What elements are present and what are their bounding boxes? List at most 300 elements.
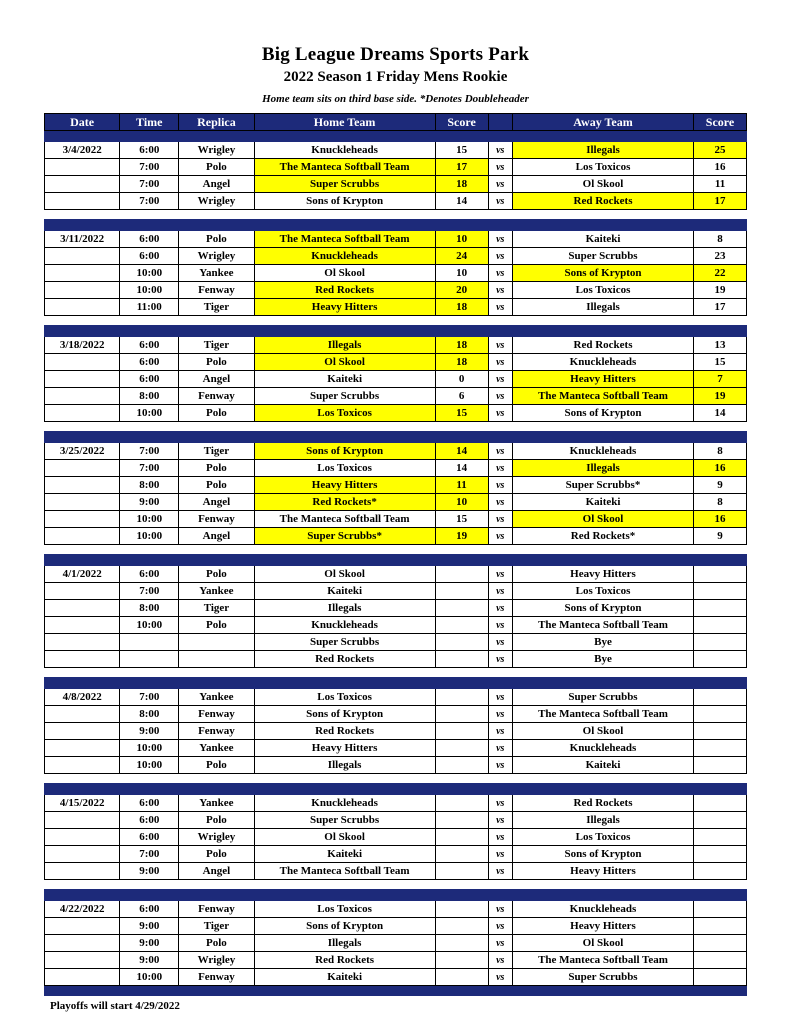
game-date: [45, 528, 120, 545]
week-divider-band: [45, 678, 747, 689]
away-team-score: [694, 846, 747, 863]
week-spacer: [45, 774, 747, 784]
page-subtitle: 2022 Season 1 Friday Mens Rookie: [283, 69, 508, 85]
game-replica-field: Angel: [179, 528, 254, 545]
game-row: [45, 901, 747, 918]
away-team-name: Bye: [512, 634, 693, 651]
page-note: Home team sits on third base side. *Denotes Doubleheader: [262, 93, 529, 105]
game-date: [45, 354, 120, 371]
away-team-name: Knuckleheads: [512, 740, 693, 757]
away-team-score: 8: [694, 231, 747, 248]
vs-label: vs: [488, 371, 512, 388]
vs-label: vs: [488, 388, 512, 405]
game-row: [45, 142, 747, 159]
away-team-name: Sons of Krypton: [512, 846, 693, 863]
away-team-score: 7: [694, 371, 747, 388]
game-replica-field: Tiger: [179, 337, 254, 354]
away-team-name: Ol Skool: [512, 511, 693, 528]
game-row: [45, 443, 747, 460]
away-team-name: The Manteca Softball Team: [512, 952, 693, 969]
home-team-score: 14: [435, 443, 488, 460]
away-team-score: [694, 583, 747, 600]
away-team-score: [694, 617, 747, 634]
game-date: [45, 723, 120, 740]
week-divider-band: [45, 220, 747, 231]
game-time: 7:00: [120, 159, 179, 176]
game-date: 3/4/2022: [45, 142, 120, 159]
week-spacer: [45, 422, 747, 432]
column-header-away-score: Score: [694, 114, 747, 131]
vs-label: vs: [488, 795, 512, 812]
game-replica-field: Wrigley: [179, 193, 254, 210]
vs-label: vs: [488, 176, 512, 193]
away-team-name: Bye: [512, 651, 693, 668]
home-team-score: 10: [435, 231, 488, 248]
home-team-score: [435, 723, 488, 740]
game-row: [45, 405, 747, 422]
game-time: [120, 634, 179, 651]
home-team-name: Red Rockets: [254, 651, 435, 668]
away-team-name: Kaiteki: [512, 231, 693, 248]
vs-label: vs: [488, 265, 512, 282]
home-team-score: [435, 740, 488, 757]
game-time: 7:00: [120, 689, 179, 706]
game-row: [45, 566, 747, 583]
vs-label: vs: [488, 354, 512, 371]
home-team-score: [435, 863, 488, 880]
game-time: 7:00: [120, 460, 179, 477]
game-row: [45, 193, 747, 210]
away-team-name: Sons of Krypton: [512, 265, 693, 282]
week-divider-cell: [45, 432, 747, 443]
column-header-home-score: Score: [435, 114, 488, 131]
vs-label: vs: [488, 477, 512, 494]
away-team-score: [694, 634, 747, 651]
game-replica-field: Polo: [179, 231, 254, 248]
game-date: [45, 282, 120, 299]
away-team-score: 19: [694, 282, 747, 299]
game-date: [45, 176, 120, 193]
game-date: [45, 159, 120, 176]
away-team-score: [694, 795, 747, 812]
away-team-name: Sons of Krypton: [512, 405, 693, 422]
game-time: 7:00: [120, 176, 179, 193]
home-team-name: Los Toxicos: [254, 405, 435, 422]
game-replica-field: Angel: [179, 494, 254, 511]
game-replica-field: Yankee: [179, 583, 254, 600]
home-team-name: Red Rockets: [254, 282, 435, 299]
home-team-name: Los Toxicos: [254, 901, 435, 918]
away-team-name: Los Toxicos: [512, 583, 693, 600]
away-team-name: Knuckleheads: [512, 901, 693, 918]
home-team-score: 6: [435, 388, 488, 405]
game-time: 9:00: [120, 494, 179, 511]
home-team-name: The Manteca Softball Team: [254, 231, 435, 248]
game-row: [45, 354, 747, 371]
week-spacer-cell: [45, 545, 747, 555]
game-row: [45, 282, 747, 299]
week-divider-band: [45, 326, 747, 337]
game-time: 9:00: [120, 863, 179, 880]
home-team-score: [435, 918, 488, 935]
game-replica-field: Polo: [179, 159, 254, 176]
week-divider-cell: [45, 326, 747, 337]
game-row: [45, 651, 747, 668]
home-team-score: [435, 935, 488, 952]
vs-label: vs: [488, 159, 512, 176]
home-team-name: Kaiteki: [254, 583, 435, 600]
game-replica-field: Wrigley: [179, 829, 254, 846]
home-team-score: [435, 812, 488, 829]
home-team-score: [435, 795, 488, 812]
table-header: [45, 114, 747, 131]
away-team-score: [694, 863, 747, 880]
away-team-score: 17: [694, 299, 747, 316]
game-replica-field: Tiger: [179, 443, 254, 460]
game-time: 7:00: [120, 583, 179, 600]
home-team-name: Super Scrubbs*: [254, 528, 435, 545]
away-team-score: [694, 600, 747, 617]
away-team-name: Ol Skool: [512, 176, 693, 193]
home-team-score: [435, 634, 488, 651]
vs-label: vs: [488, 812, 512, 829]
away-team-name: Illegals: [512, 142, 693, 159]
game-time: 6:00: [120, 337, 179, 354]
away-team-name: Los Toxicos: [512, 829, 693, 846]
week-divider-band: [45, 131, 747, 142]
home-team-score: [435, 689, 488, 706]
vs-label: vs: [488, 935, 512, 952]
game-time: 8:00: [120, 706, 179, 723]
game-row: [45, 952, 747, 969]
game-date: [45, 494, 120, 511]
game-date: [45, 740, 120, 757]
game-replica-field: Fenway: [179, 969, 254, 986]
week-divider-cell: [45, 678, 747, 689]
game-time: 8:00: [120, 388, 179, 405]
game-replica-field: Polo: [179, 566, 254, 583]
game-replica-field: Fenway: [179, 511, 254, 528]
week-divider-band: [45, 890, 747, 901]
vs-label: vs: [488, 405, 512, 422]
game-row: [45, 299, 747, 316]
game-replica-field: Polo: [179, 757, 254, 774]
away-team-name: Los Toxicos: [512, 282, 693, 299]
away-team-name: Super Scrubbs: [512, 969, 693, 986]
away-team-name: Red Rockets: [512, 337, 693, 354]
away-team-name: The Manteca Softball Team: [512, 388, 693, 405]
vs-label: vs: [488, 494, 512, 511]
away-team-name: Illegals: [512, 299, 693, 316]
home-team-name: Kaiteki: [254, 371, 435, 388]
game-time: 10:00: [120, 617, 179, 634]
home-team-name: The Manteca Softball Team: [254, 863, 435, 880]
game-time: 11:00: [120, 299, 179, 316]
away-team-score: 19: [694, 388, 747, 405]
game-date: [45, 634, 120, 651]
away-team-name: Knuckleheads: [512, 354, 693, 371]
table-body: [45, 131, 747, 986]
home-team-name: Ol Skool: [254, 265, 435, 282]
home-team-score: 19: [435, 528, 488, 545]
home-team-name: Heavy Hitters: [254, 740, 435, 757]
week-spacer: [45, 668, 747, 678]
game-replica-field: Fenway: [179, 282, 254, 299]
home-team-score: 24: [435, 248, 488, 265]
vs-label: vs: [488, 566, 512, 583]
home-team-name: Los Toxicos: [254, 689, 435, 706]
schedule-table: [44, 113, 747, 986]
home-team-name: Red Rockets: [254, 723, 435, 740]
week-spacer: [45, 880, 747, 890]
game-row: [45, 812, 747, 829]
home-team-score: [435, 901, 488, 918]
game-row: [45, 176, 747, 193]
vs-label: vs: [488, 511, 512, 528]
away-team-name: Kaiteki: [512, 494, 693, 511]
home-team-score: 18: [435, 299, 488, 316]
home-team-name: Illegals: [254, 337, 435, 354]
game-time: 10:00: [120, 969, 179, 986]
game-row: [45, 337, 747, 354]
away-team-score: [694, 740, 747, 757]
away-team-score: [694, 969, 747, 986]
game-replica-field: Yankee: [179, 740, 254, 757]
game-date: [45, 863, 120, 880]
game-replica-field: Tiger: [179, 299, 254, 316]
week-divider-band: [45, 432, 747, 443]
game-row: [45, 795, 747, 812]
away-team-name: Sons of Krypton: [512, 600, 693, 617]
home-team-name: Red Rockets: [254, 952, 435, 969]
away-team-score: 9: [694, 477, 747, 494]
home-team-name: Sons of Krypton: [254, 193, 435, 210]
column-header-replica: Replica: [179, 114, 254, 131]
game-time: 6:00: [120, 231, 179, 248]
game-replica-field: Yankee: [179, 795, 254, 812]
game-date: [45, 935, 120, 952]
vs-label: vs: [488, 651, 512, 668]
vs-label: vs: [488, 634, 512, 651]
game-replica-field: Polo: [179, 477, 254, 494]
home-team-score: [435, 706, 488, 723]
game-date: [45, 846, 120, 863]
home-team-name: Los Toxicos: [254, 460, 435, 477]
week-spacer-cell: [45, 422, 747, 432]
game-row: [45, 723, 747, 740]
home-team-name: Heavy Hitters: [254, 477, 435, 494]
game-time: 10:00: [120, 265, 179, 282]
home-team-score: 17: [435, 159, 488, 176]
away-team-score: 23: [694, 248, 747, 265]
week-spacer: [45, 210, 747, 220]
game-replica-field: Yankee: [179, 689, 254, 706]
game-row: [45, 265, 747, 282]
game-row: [45, 231, 747, 248]
game-date: [45, 460, 120, 477]
away-team-name: Kaiteki: [512, 757, 693, 774]
week-spacer-cell: [45, 668, 747, 678]
away-team-score: 17: [694, 193, 747, 210]
away-team-score: 16: [694, 159, 747, 176]
away-team-name: Knuckleheads: [512, 443, 693, 460]
home-team-score: 0: [435, 371, 488, 388]
home-team-score: 11: [435, 477, 488, 494]
game-date: [45, 248, 120, 265]
home-team-name: Red Rockets*: [254, 494, 435, 511]
game-row: [45, 460, 747, 477]
home-team-name: Heavy Hitters: [254, 299, 435, 316]
home-team-score: 18: [435, 337, 488, 354]
game-replica-field: Fenway: [179, 901, 254, 918]
game-date: [45, 371, 120, 388]
week-divider-band: [45, 784, 747, 795]
game-date: [45, 812, 120, 829]
vs-label: vs: [488, 193, 512, 210]
vs-label: vs: [488, 600, 512, 617]
home-team-name: Ol Skool: [254, 354, 435, 371]
home-team-score: 10: [435, 494, 488, 511]
game-row: [45, 600, 747, 617]
week-divider-band: [45, 555, 747, 566]
away-team-score: [694, 812, 747, 829]
away-team-score: 14: [694, 405, 747, 422]
game-replica-field: Wrigley: [179, 142, 254, 159]
game-time: 9:00: [120, 952, 179, 969]
game-date: [45, 405, 120, 422]
game-row: [45, 388, 747, 405]
away-team-score: 11: [694, 176, 747, 193]
game-replica-field: Polo: [179, 846, 254, 863]
home-team-score: [435, 969, 488, 986]
vs-label: vs: [488, 617, 512, 634]
home-team-score: [435, 846, 488, 863]
game-replica-field: Angel: [179, 371, 254, 388]
home-team-name: Super Scrubbs: [254, 388, 435, 405]
away-team-score: [694, 901, 747, 918]
away-team-score: [694, 757, 747, 774]
vs-label: vs: [488, 918, 512, 935]
game-replica-field: Tiger: [179, 600, 254, 617]
away-team-name: Red Rockets: [512, 193, 693, 210]
game-time: 8:00: [120, 477, 179, 494]
game-row: [45, 969, 747, 986]
game-date: [45, 617, 120, 634]
game-time: 10:00: [120, 528, 179, 545]
home-team-name: Ol Skool: [254, 566, 435, 583]
header-row: [45, 114, 747, 131]
home-team-name: Sons of Krypton: [254, 918, 435, 935]
week-spacer-cell: [45, 774, 747, 784]
vs-label: vs: [488, 528, 512, 545]
game-date: 4/1/2022: [45, 566, 120, 583]
game-row: [45, 846, 747, 863]
game-time: 9:00: [120, 935, 179, 952]
home-team-name: The Manteca Softball Team: [254, 511, 435, 528]
game-row: [45, 634, 747, 651]
home-team-name: Illegals: [254, 935, 435, 952]
vs-label: vs: [488, 282, 512, 299]
game-replica-field: Angel: [179, 176, 254, 193]
home-team-name: Super Scrubbs: [254, 176, 435, 193]
vs-label: vs: [488, 142, 512, 159]
away-team-score: 9: [694, 528, 747, 545]
game-time: 6:00: [120, 829, 179, 846]
home-team-name: Super Scrubbs: [254, 812, 435, 829]
home-team-score: 18: [435, 176, 488, 193]
game-row: [45, 829, 747, 846]
game-replica-field: [179, 651, 254, 668]
game-replica-field: Polo: [179, 405, 254, 422]
game-date: [45, 477, 120, 494]
game-row: [45, 617, 747, 634]
game-date: [45, 952, 120, 969]
game-time: 9:00: [120, 723, 179, 740]
away-team-name: The Manteca Softball Team: [512, 706, 693, 723]
home-team-name: Ol Skool: [254, 829, 435, 846]
away-team-score: [694, 706, 747, 723]
home-team-name: Kaiteki: [254, 969, 435, 986]
week-divider-cell: [45, 784, 747, 795]
home-team-score: [435, 617, 488, 634]
game-date: [45, 918, 120, 935]
away-team-score: 8: [694, 494, 747, 511]
home-team-score: 15: [435, 142, 488, 159]
home-team-score: [435, 651, 488, 668]
game-row: [45, 918, 747, 935]
vs-label: vs: [488, 231, 512, 248]
away-team-score: [694, 723, 747, 740]
home-team-name: The Manteca Softball Team: [254, 159, 435, 176]
game-replica-field: Fenway: [179, 723, 254, 740]
game-row: [45, 935, 747, 952]
home-team-score: 14: [435, 193, 488, 210]
game-replica-field: Angel: [179, 863, 254, 880]
game-date: 3/25/2022: [45, 443, 120, 460]
home-team-score: [435, 952, 488, 969]
away-team-score: 22: [694, 265, 747, 282]
away-team-name: Heavy Hitters: [512, 371, 693, 388]
home-team-name: Sons of Krypton: [254, 706, 435, 723]
away-team-score: 25: [694, 142, 747, 159]
home-team-score: 15: [435, 405, 488, 422]
vs-label: vs: [488, 969, 512, 986]
game-row: [45, 159, 747, 176]
home-team-name: Sons of Krypton: [254, 443, 435, 460]
game-time: 10:00: [120, 757, 179, 774]
game-replica-field: Polo: [179, 460, 254, 477]
home-team-score: [435, 600, 488, 617]
playoffs-note: Playoffs will start 4/29/2022: [50, 1000, 180, 1012]
game-replica-field: Polo: [179, 935, 254, 952]
game-time: 7:00: [120, 443, 179, 460]
vs-label: vs: [488, 829, 512, 846]
game-replica-field: Polo: [179, 812, 254, 829]
game-time: 6:00: [120, 142, 179, 159]
week-divider-cell: [45, 890, 747, 901]
column-header-date: Date: [45, 114, 120, 131]
game-time: 6:00: [120, 354, 179, 371]
home-team-score: [435, 566, 488, 583]
away-team-name: Illegals: [512, 812, 693, 829]
home-team-score: 20: [435, 282, 488, 299]
game-row: [45, 740, 747, 757]
game-date: [45, 757, 120, 774]
game-time: 7:00: [120, 193, 179, 210]
game-date: [45, 829, 120, 846]
column-header-time: Time: [120, 114, 179, 131]
home-team-score: [435, 583, 488, 600]
